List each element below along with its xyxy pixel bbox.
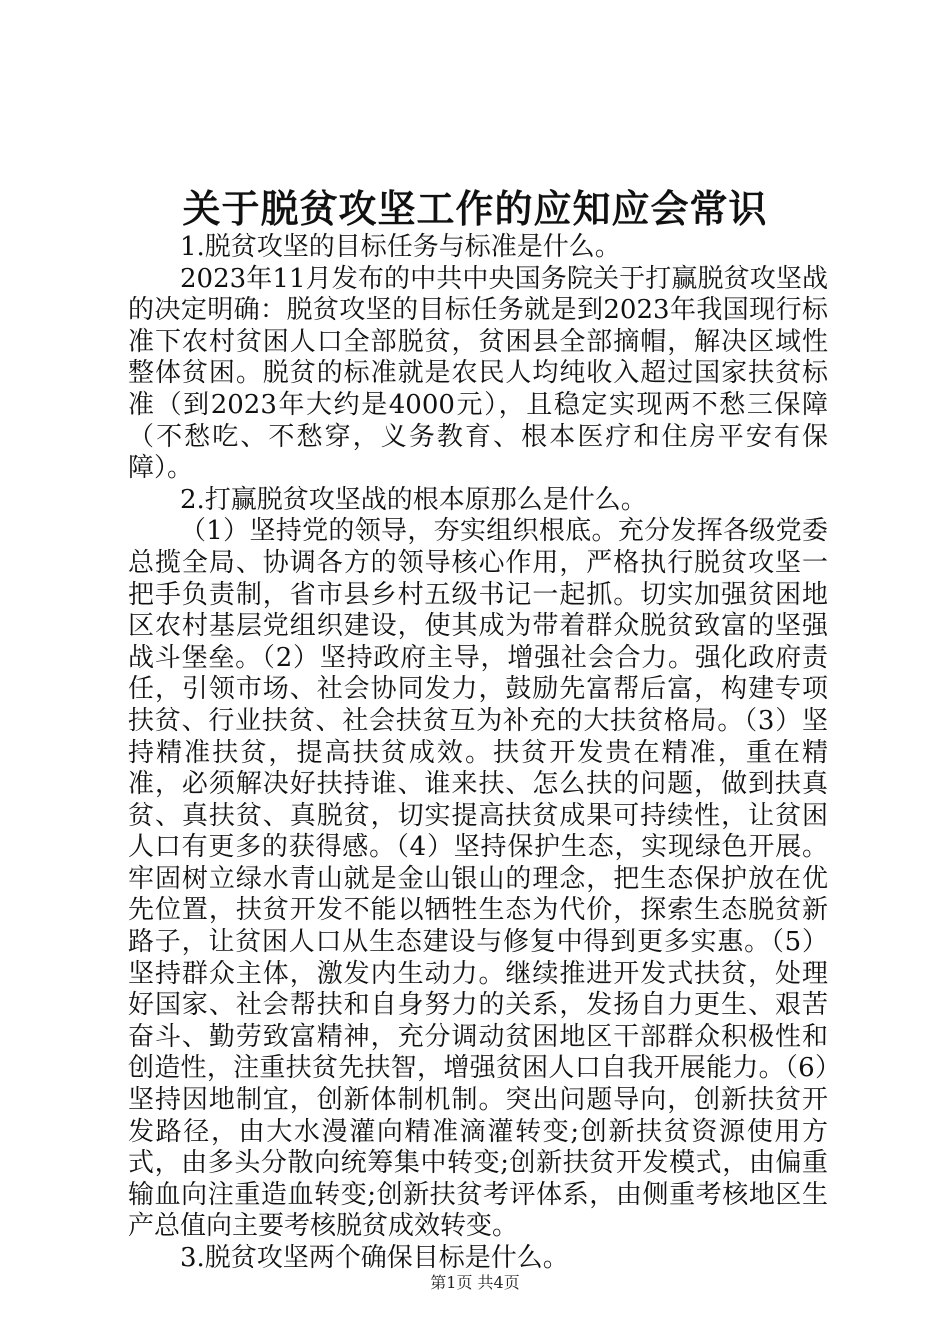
page-footer: 第1页 共4页 (430, 1273, 520, 1292)
page-title: 关于脱贫攻坚工作的应知应会常识 (182, 186, 768, 231)
document-body (128, 232, 828, 1275)
answer-1-paragraph: 2023年11月发布的中共中央国务院关于打赢脱贫攻坚战的决定明确：脱贫攻坚的目标任务就是到2023年我国现行标准下农村贫困人口全部脱贫，贫困县全部摘帽，解决区域性整体贫困。脱贫的标准就是农民人均纯收入超过国家扶贫标准（到2023年大约是4000元），且稳定实现两不愁三保障（不愁吃、不愁穿，义务教育、根本医疗和住房平安有保障）。 (128, 263, 828, 484)
question-3-heading: 3.脱贫攻坚两个确保目标是什么。 (180, 1243, 569, 1273)
question-2-heading: 2.打赢脱贫攻坚战的根本原那么是什么。 (180, 484, 647, 515)
answer-2-paragraph: （1）坚持党的领导，夯实组织根底。充分发挥各级党委总揽全局、协调各方的领导核心作用，严格执行脱贫攻坚一把手负责制，省市县乡村五级书记一起抓。切实加强贫困地区农村基层党组织建设，使其成为带着群众脱贫致富的坚强战斗堡垒。（2）坚持政府主导，增强社会合力。强化政府责任，引领市场、社会协同发力，鼓励先富帮后富，构建专项扶贫、行业扶贫、社会扶贫互为补充的大扶贫格局。（3）坚持精准扶贫，提高扶贫成效。扶贫开发贵在精准，重在精准，必须解决好扶持谁、谁来扶、怎么扶的问题，做到扶真贫、真扶贫、真脱贫，切实提高扶贫成果可持续性，让贫困人口有更多的获得感。（4）坚持保护生态，实现绿色开展。牢固树立绿水青山就是金山银山的理念，把生态保护放在优先位置，扶贫开发不能以牺牲生态为代价，探索生态脱贫新路子，让贫困人口从生态建设与修复中得到更多实惠。（5）坚持群众主体，激发内生动力。继续推进开发式扶贫，处理好国家、社会帮扶和自身努力的关系，发扬自力更生、艰苦奋斗、勤劳致富精神，充分调动贫困地区干部群众积极性和创造性，注重扶贫先扶智，增强贫困人口自我开展能力。（6）坚持因地制宜，创新体制机制。突出问题导向，创新扶贫开发路径，由大水漫灌向精准滴灌转变;创新扶贫资源使用方式，由多头分散向统筹集中转变;创新扶贫开发模式，由偏重输血向注重造血转变;创新扶贫考评体系，由侧重考核地区生产总值向主要考核脱贫成效转变。 (128, 516, 828, 1242)
question-1-heading: 1.脱贫攻坚的目标任务与标准是什么。 (180, 232, 621, 262)
